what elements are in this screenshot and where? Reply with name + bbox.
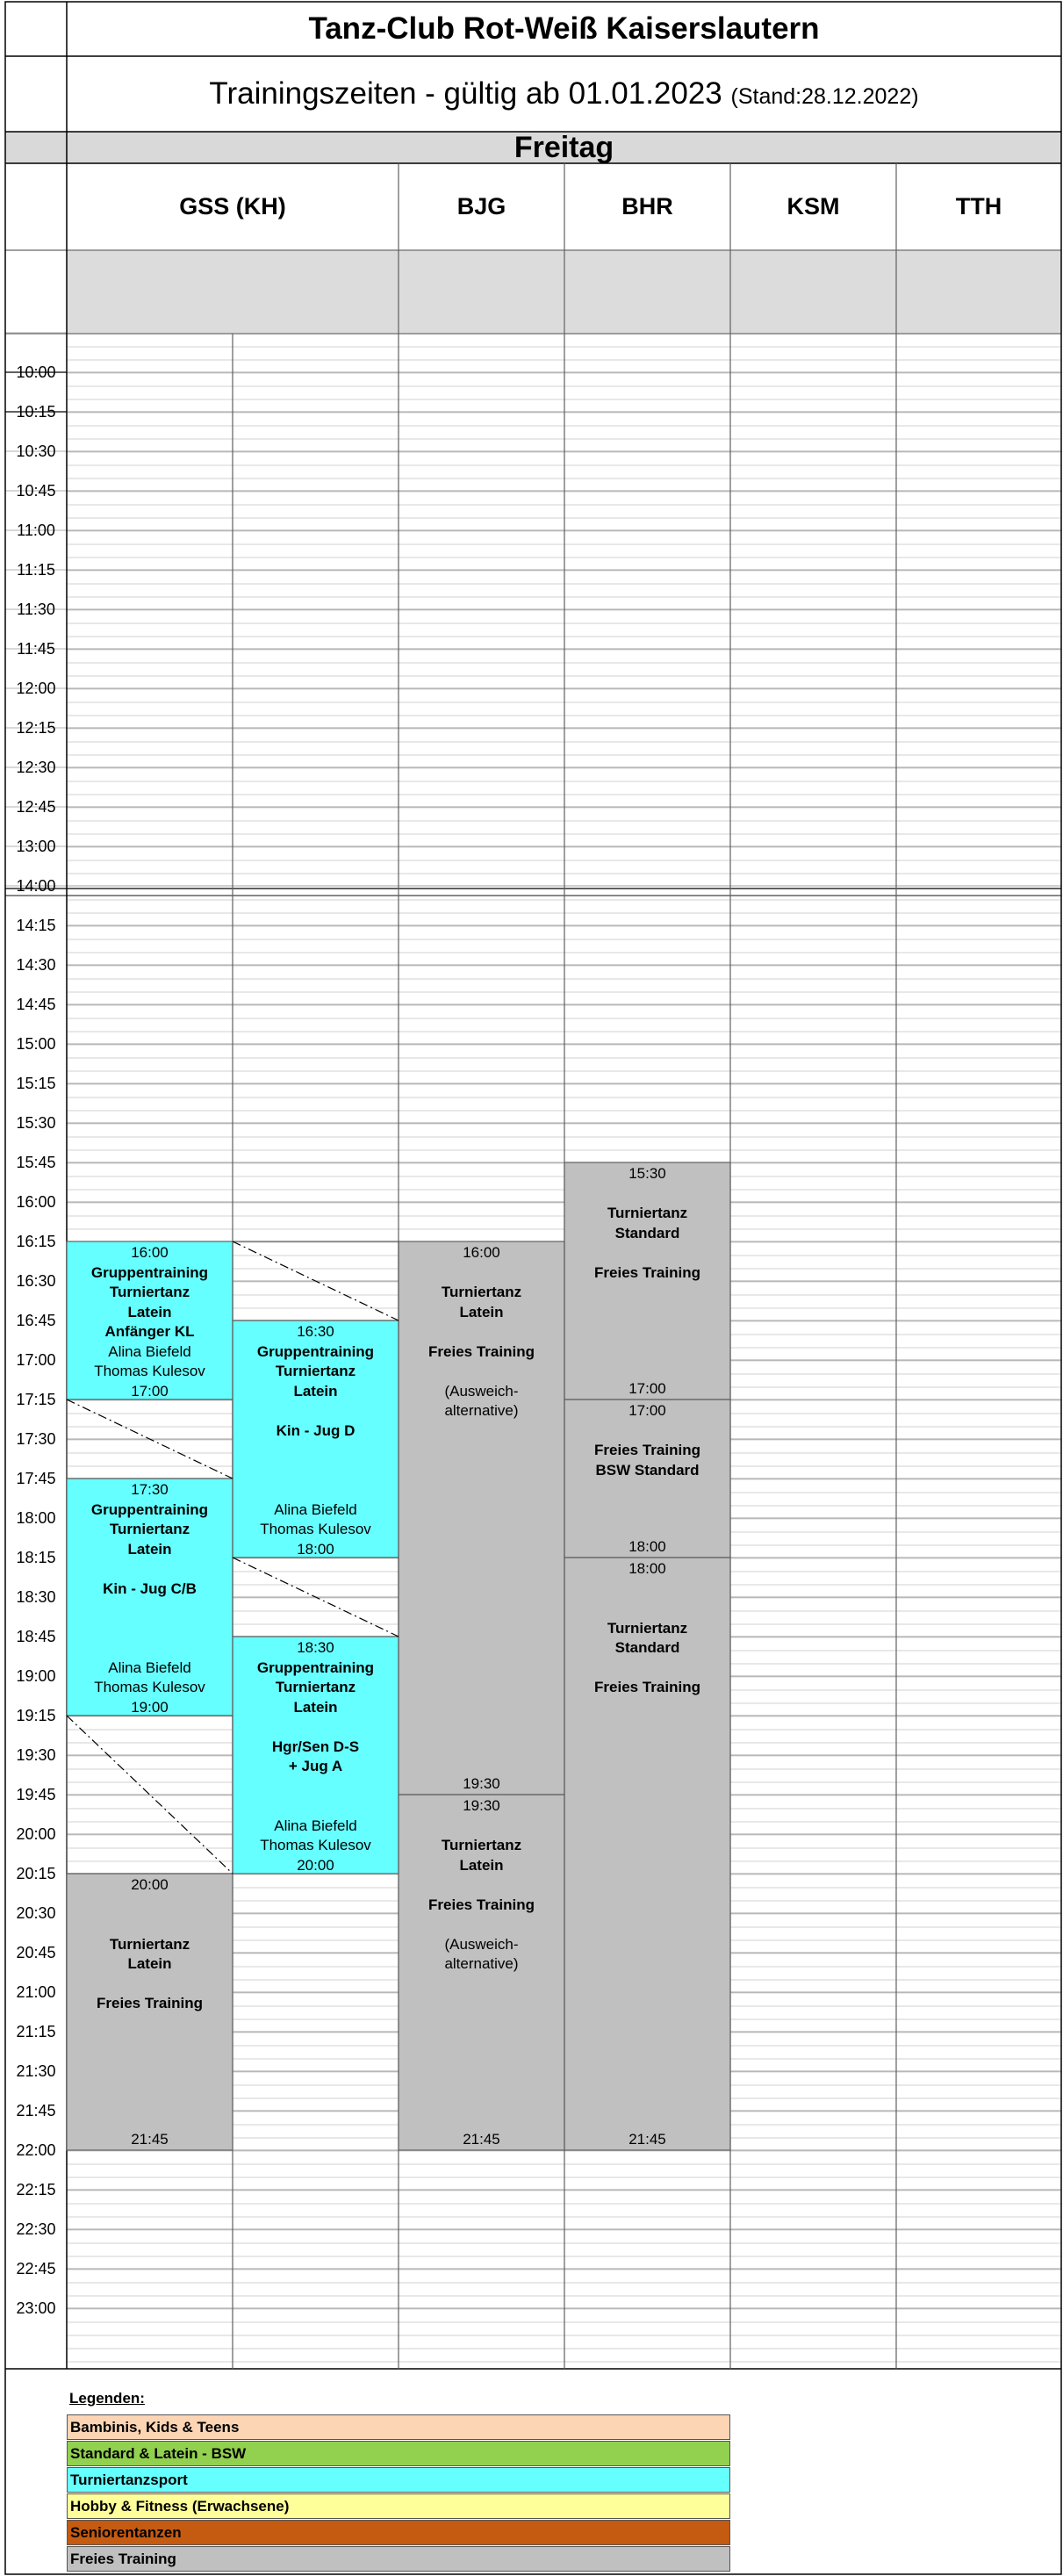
time-label: 18:30 [16,1588,56,1606]
time-label: 21:00 [16,1983,56,2001]
block-line: Gruppentraining [256,1342,375,1360]
block-line: Gruppentraining [90,1500,209,1518]
legend-item: Standard & Latein - BSW [67,2441,730,2466]
block-line: Turniertanz [607,1619,688,1637]
time-label: 21:45 [16,2102,56,2119]
block-line: Kin - Jug D [276,1421,356,1439]
time-label: 11:15 [17,561,55,579]
block-border [564,1558,730,2150]
legend-item: Seniorentanzen [67,2520,730,2545]
block-border [67,1479,233,1716]
block-line: Turniertanz [275,1363,356,1379]
time-label: 20:15 [16,1865,56,1882]
time-label: 13:00 [16,838,56,855]
block-border [233,1637,399,1874]
page-title: Tanz-Club Rot-Weiß Kaiserslautern [308,11,820,46]
time-label: 10:15 [16,403,56,421]
block-line: Turniertanz [441,1837,522,1853]
time-label: 10:45 [16,482,56,500]
time-label: 16:45 [16,1312,56,1329]
block-line: Latein [293,1698,338,1716]
block-line: Turniertanz [109,1284,190,1300]
col-head-bhr: BHR [621,193,673,219]
time-label: 21:15 [16,2023,56,2040]
time-label: 12:45 [16,798,56,816]
legend-item: Bambinis, Kids & Teens [67,2414,730,2440]
col-head-gss: GSS (KH) [179,193,286,219]
time-label: 20:30 [16,1904,56,1922]
day-title: Freitag [67,132,1061,163]
block-line: Latein [293,1382,338,1400]
block-line: Alina Biefeld [108,1659,191,1676]
block-line: 17:30 [131,1481,169,1498]
time-label: 16:15 [16,1233,56,1250]
block-border [564,1400,730,1558]
block-line: Turniertanz [441,1284,522,1300]
time-label: 16:30 [16,1272,56,1290]
time-label: 18:15 [16,1549,56,1566]
block-line: 19:30 [463,1797,500,1814]
time-label: 10:30 [16,443,56,460]
block-line: Alina Biefeld [274,1817,357,1834]
block-line: 18:00 [628,1560,666,1577]
time-label: 17:30 [16,1430,56,1448]
block-line: Thomas Kulesov [260,1837,371,1853]
time-label: 14:30 [16,956,56,974]
diagonal-connector [67,1716,233,1874]
block-line: Freies Training [428,1342,535,1360]
block-line: Thomas Kulesov [94,1679,205,1695]
diagonal-connector [233,1241,399,1320]
time-label: 14:15 [16,917,56,934]
time-label: 11:30 [17,601,55,618]
block-end-time: 17:00 [628,1380,666,1397]
time-label: 18:45 [16,1628,56,1645]
block-line: 20:00 [131,1876,169,1893]
block-line: Latein [127,1303,172,1320]
block-line: Gruppentraining [256,1659,375,1676]
block-line: 16:00 [463,1244,500,1261]
block-line: BSW Standard [595,1461,700,1479]
block-end-time: 21:45 [463,2131,500,2148]
time-label: 18:00 [16,1509,56,1527]
subtitle-stand: (Stand:28.12.2022) [730,84,919,109]
block-end-time: 18:00 [628,1538,666,1555]
block-line: 16:00 [131,1244,169,1261]
block-line: Standard [614,1639,680,1656]
subtitle-main: Trainingszeiten - gültig ab 01.01.2023 [209,76,722,111]
block-line: alternative) [444,1402,519,1419]
time-label: 22:30 [16,2220,56,2238]
time-label: 19:00 [16,1667,56,1685]
block-line: Thomas Kulesov [260,1521,371,1537]
block-line: 17:00 [131,1382,169,1400]
time-label: 11:45 [17,640,55,658]
time-label: 17:00 [16,1351,56,1369]
block-line: Freies Training [594,1263,700,1281]
block-line: 15:30 [628,1165,666,1182]
block-line: Turniertanz [275,1679,356,1695]
time-label: 12:00 [16,680,56,697]
legend-item: Freies Training [67,2546,730,2572]
time-label: 12:15 [16,719,56,737]
time-label: 15:00 [16,1035,56,1053]
legend-item: Hobby & Fitness (Erwachsene) [67,2493,730,2519]
block-border [67,1874,233,2150]
block-line: Turniertanz [109,1935,190,1953]
col-head-ksm: KSM [786,193,840,219]
block-border [399,1241,564,1795]
block-line: Hgr/Sen D-S [271,1738,360,1755]
time-label: 23:00 [16,2299,56,2317]
block-line: Latein [459,1303,504,1320]
block-line: Latein [459,1856,504,1874]
time-label: 14:45 [16,996,56,1013]
block-line: 20:00 [297,1856,334,1874]
block-line: Alina Biefeld [108,1342,191,1360]
block-line: Thomas Kulesov [94,1363,205,1379]
time-label: 14:00 [16,877,56,895]
block-line: Turniertanz [607,1205,688,1221]
legend-item: Turniertanzsport [67,2467,730,2493]
time-label: 16:00 [16,1193,56,1211]
legend [67,2414,730,2572]
block-end-time: 19:30 [463,1775,500,1792]
block-border [233,1320,399,1558]
block-end-time: 21:45 [131,2131,169,2148]
time-label: 20:00 [16,1825,56,1843]
block-line: 18:00 [297,1540,334,1558]
block-line: (Ausweich- [444,1382,519,1400]
block-line: 19:00 [131,1698,169,1716]
time-label: 15:15 [16,1075,56,1092]
diagonal-connector [67,1400,233,1479]
col-head-bjg: BJG [456,193,506,219]
time-label: 19:30 [16,1746,56,1764]
time-label: 20:45 [16,1944,56,1961]
block-border [564,1162,730,1400]
block-line: Freies Training [97,1995,203,2011]
time-label: 15:45 [16,1154,56,1171]
block-line: (Ausweich- [444,1935,519,1953]
block-line: Standard [614,1224,680,1241]
time-label: 22:00 [16,2141,56,2159]
time-label: 17:15 [16,1391,56,1408]
legend-title: Legenden: [69,2390,145,2407]
time-label: 11:00 [17,522,55,539]
block-border [399,1795,564,2150]
block-line: Latein [127,1540,172,1558]
block-border [67,1241,233,1400]
diagonal-connector [233,1558,399,1637]
time-label: 22:45 [16,2260,56,2277]
block-line: Latein [127,1955,172,1972]
block-end-time: 21:45 [628,2131,666,2148]
time-label: 15:30 [16,1114,56,1132]
block-line: alternative) [444,1955,519,1972]
block-line: Freies Training [594,1679,700,1695]
block-line: 17:00 [628,1402,666,1419]
block-line: Anfänger KL [104,1323,195,1340]
block-line: Alina Biefeld [274,1500,357,1518]
time-label: 21:30 [16,2062,56,2080]
time-label: 12:30 [16,759,56,776]
block-line: 16:30 [297,1323,334,1340]
block-line: Turniertanz [109,1521,190,1537]
block-line: Kin - Jug C/B [103,1579,197,1597]
time-label: 10:00 [16,363,56,381]
block-line: 18:30 [297,1639,334,1656]
col-head-tth: TTH [955,193,1002,219]
block-line: + Jug A [288,1758,343,1774]
time-label: 19:15 [16,1707,56,1724]
time-label: 17:45 [16,1470,56,1487]
block-line: Freies Training [594,1442,700,1458]
time-label: 19:45 [16,1786,56,1803]
block-line: Gruppentraining [90,1263,209,1281]
time-label: 22:15 [16,2181,56,2198]
block-line: Freies Training [428,1896,535,1913]
